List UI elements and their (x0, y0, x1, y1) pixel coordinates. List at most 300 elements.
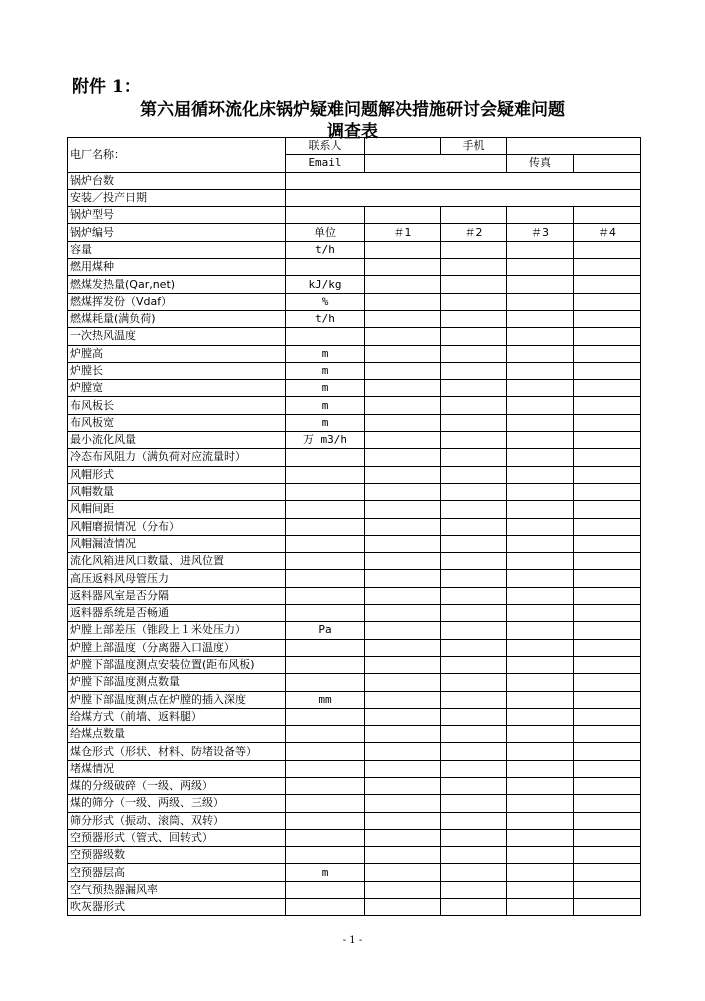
boiler-value-cell[interactable] (441, 483, 507, 500)
boiler-value-cell[interactable] (365, 449, 441, 466)
table-row (68, 328, 641, 345)
row-label: 燃煤挥发份（Vdaf） (68, 293, 286, 310)
row-label: 最小流化风量 (68, 432, 286, 449)
boiler-value-cell[interactable] (574, 570, 641, 587)
row-unit (286, 483, 365, 500)
table-row (68, 708, 641, 725)
boiler-value-cell[interactable] (574, 881, 641, 898)
mobile-field[interactable] (507, 138, 641, 155)
boiler-value-cell[interactable] (507, 899, 574, 916)
row-label: 风帽漏渣情况 (68, 535, 286, 552)
boiler-value-cell[interactable] (507, 328, 574, 345)
boiler-value-cell[interactable] (574, 310, 641, 327)
boiler-value-cell[interactable] (507, 570, 574, 587)
boiler-value-cell[interactable] (441, 864, 507, 881)
boiler-value-cell[interactable] (365, 397, 441, 414)
row-label: 空预器级数 (68, 847, 286, 864)
boiler-value-cell[interactable] (574, 397, 641, 414)
boiler-value-cell[interactable] (507, 829, 574, 846)
row-unit: t/h (286, 241, 365, 258)
boiler-value-cell[interactable] (507, 726, 574, 743)
boiler-value-cell[interactable] (574, 259, 641, 276)
boiler-value-cell[interactable] (507, 881, 574, 898)
attachment-label: 附件 1： (72, 77, 141, 97)
row-unit (286, 656, 365, 673)
table-row (68, 743, 641, 760)
boiler-value-cell[interactable] (507, 864, 574, 881)
boiler-model-row (68, 207, 641, 224)
row-label: 堵煤情况 (68, 760, 286, 777)
install-date-row (68, 189, 641, 206)
boiler-value-cell[interactable] (441, 605, 507, 622)
boiler-value-cell[interactable] (365, 518, 441, 535)
row-label: 吹灰器形式 (68, 899, 286, 916)
boiler-value-cell[interactable] (507, 812, 574, 829)
boiler-value-cell[interactable] (507, 380, 574, 397)
table-row (68, 432, 641, 449)
table-row (68, 501, 641, 518)
table-row (68, 899, 641, 916)
row-label: 空预器形式（管式、回转式） (68, 829, 286, 846)
boiler-value-cell[interactable] (574, 812, 641, 829)
boiler-value-cell[interactable] (441, 259, 507, 276)
table-row (68, 622, 641, 639)
boiler-value-cell[interactable] (365, 708, 441, 725)
boiler-value-cell[interactable] (365, 622, 441, 639)
boiler-value-cell[interactable] (441, 795, 507, 812)
boiler-model-field[interactable] (574, 207, 641, 224)
email-field[interactable] (365, 155, 507, 172)
boiler-value-cell[interactable] (574, 674, 641, 691)
boiler-value-cell[interactable] (365, 380, 441, 397)
row-unit (286, 639, 365, 656)
boiler-value-cell[interactable] (441, 760, 507, 777)
boiler-value-cell[interactable] (507, 777, 574, 794)
boiler-value-cell[interactable] (365, 639, 441, 656)
row-label: 高压返料风母管压力 (68, 570, 286, 587)
boiler-value-cell[interactable] (507, 414, 574, 431)
boiler-value-cell[interactable] (365, 743, 441, 760)
boiler-value-cell[interactable] (365, 570, 441, 587)
boiler-value-cell[interactable] (365, 587, 441, 604)
form-subtitle: 调查表 (327, 122, 378, 142)
boiler-value-cell[interactable] (441, 518, 507, 535)
boiler-value-cell[interactable] (441, 535, 507, 552)
boiler-value-cell[interactable] (574, 899, 641, 916)
row-label: 一次热风温度 (68, 328, 286, 345)
form-title: 第六届循环流化床锅炉疑难问题解决措施研讨会疑难问题 (140, 100, 565, 120)
row-unit (286, 587, 365, 604)
boiler-value-cell[interactable] (574, 743, 641, 760)
contact-label: 联系人 (286, 138, 365, 155)
boiler-value-cell[interactable] (507, 310, 574, 327)
row-unit: m (286, 345, 365, 362)
row-unit: m (286, 397, 365, 414)
row-unit (286, 881, 365, 898)
boiler-value-cell[interactable] (441, 276, 507, 293)
boiler-value-cell[interactable] (365, 432, 441, 449)
boiler-value-cell[interactable] (365, 656, 441, 673)
install-date-label: 安装／投产日期 (68, 189, 286, 206)
row-unit (286, 899, 365, 916)
boiler-value-cell[interactable] (441, 345, 507, 362)
boiler-value-cell[interactable] (574, 708, 641, 725)
survey-table (67, 137, 641, 916)
table-row (68, 777, 641, 794)
boiler-value-cell[interactable] (365, 293, 441, 310)
boiler-value-cell[interactable] (441, 570, 507, 587)
boiler-value-cell[interactable] (574, 483, 641, 500)
boiler-value-cell[interactable] (365, 899, 441, 916)
boiler-value-cell[interactable] (441, 310, 507, 327)
row-unit (286, 777, 365, 794)
boiler-value-cell[interactable] (441, 501, 507, 518)
boiler-value-cell[interactable] (507, 466, 574, 483)
row-label: 返料器系统是否畅通 (68, 605, 286, 622)
boiler-value-cell[interactable] (365, 501, 441, 518)
boiler-value-cell[interactable] (441, 414, 507, 431)
table-row (68, 864, 641, 881)
boiler-value-cell[interactable] (365, 691, 441, 708)
boiler-value-cell[interactable] (574, 847, 641, 864)
row-label: 炉膛上部差压（锥段上１米处压力） (68, 622, 286, 639)
row-label: 布风板长 (68, 397, 286, 414)
boiler-value-cell[interactable] (507, 397, 574, 414)
boiler-value-cell[interactable] (507, 656, 574, 673)
boiler-value-cell[interactable] (441, 432, 507, 449)
table-row (68, 241, 641, 258)
boiler-model-field[interactable] (507, 207, 574, 224)
table-row (68, 587, 641, 604)
boiler-value-cell[interactable] (574, 622, 641, 639)
boiler-count-row (68, 172, 641, 189)
table-row (68, 293, 641, 310)
boiler-value-cell[interactable] (574, 535, 641, 552)
boiler-value-cell[interactable] (507, 449, 574, 466)
row-label: 给煤方式（前墙、返料腿） (68, 708, 286, 725)
row-unit (286, 760, 365, 777)
boiler-value-cell[interactable] (574, 656, 641, 673)
boiler-model-field[interactable] (286, 207, 365, 224)
boiler-col-4: ＃4 (574, 224, 641, 241)
table-row (68, 553, 641, 570)
row-label: 炉膛高 (68, 345, 286, 362)
row-label: 风帽磨损情况（分布） (68, 518, 286, 535)
boiler-value-cell[interactable] (365, 362, 441, 379)
boiler-value-cell[interactable] (441, 881, 507, 898)
boiler-value-cell[interactable] (574, 553, 641, 570)
table-row (68, 605, 641, 622)
boiler-value-cell[interactable] (365, 795, 441, 812)
table-row (68, 639, 641, 656)
boiler-value-cell[interactable] (441, 362, 507, 379)
boiler-value-cell[interactable] (441, 241, 507, 258)
boiler-value-cell[interactable] (507, 587, 574, 604)
boiler-value-cell[interactable] (574, 639, 641, 656)
row-label: 炉膛下部温度测点在炉膛的插入深度 (68, 691, 286, 708)
boiler-number-label: 锅炉编号 (68, 224, 286, 241)
boiler-value-cell[interactable] (574, 777, 641, 794)
boiler-value-cell[interactable] (574, 449, 641, 466)
boiler-value-cell[interactable] (365, 847, 441, 864)
boiler-value-cell[interactable] (574, 241, 641, 258)
table-row (68, 535, 641, 552)
boiler-count-label: 锅炉台数 (68, 172, 286, 189)
boiler-value-cell[interactable] (441, 674, 507, 691)
boiler-value-cell[interactable] (507, 743, 574, 760)
install-date-field[interactable] (286, 189, 641, 206)
row-label: 煤的分级破碎（一级、两级） (68, 777, 286, 794)
table-row (68, 726, 641, 743)
boiler-value-cell[interactable] (574, 795, 641, 812)
row-unit: mm (286, 691, 365, 708)
email-label: Email (286, 155, 365, 172)
fax-label: 传真 (507, 155, 574, 172)
table-row (68, 795, 641, 812)
boiler-value-cell[interactable] (441, 380, 507, 397)
boiler-count-field[interactable] (286, 172, 641, 189)
boiler-value-cell[interactable] (365, 241, 441, 258)
boiler-value-cell[interactable] (365, 328, 441, 345)
boiler-model-field[interactable] (365, 207, 441, 224)
row-label: 冷态布风阻力（满负荷对应流量时） (68, 449, 286, 466)
boiler-value-cell[interactable] (574, 276, 641, 293)
boiler-value-cell[interactable] (441, 726, 507, 743)
boiler-value-cell[interactable] (574, 518, 641, 535)
row-unit: m (286, 414, 365, 431)
boiler-value-cell[interactable] (507, 345, 574, 362)
boiler-col-2: ＃2 (441, 224, 507, 241)
table-row (68, 345, 641, 362)
boiler-value-cell[interactable] (574, 293, 641, 310)
table-row (68, 881, 641, 898)
row-unit (286, 812, 365, 829)
row-label: 炉膛下部温度测点安装位置(距布风板) (68, 656, 286, 673)
boiler-value-cell[interactable] (507, 708, 574, 725)
boiler-numbering-row (68, 224, 641, 241)
boiler-value-cell[interactable] (507, 605, 574, 622)
boiler-value-cell[interactable] (441, 293, 507, 310)
table-row (68, 259, 641, 276)
table-row (68, 449, 641, 466)
boiler-value-cell[interactable] (441, 708, 507, 725)
boiler-col-3: ＃3 (507, 224, 574, 241)
plant-name-label: 电厂名称： (68, 138, 286, 173)
row-unit: % (286, 293, 365, 310)
row-unit (286, 726, 365, 743)
boiler-value-cell[interactable] (441, 829, 507, 846)
row-label: 风帽形式 (68, 466, 286, 483)
row-label: 煤的筛分（一级、两级、三级） (68, 795, 286, 812)
boiler-value-cell[interactable] (574, 691, 641, 708)
row-label: 空预器层高 (68, 864, 286, 881)
table-row (68, 812, 641, 829)
boiler-value-cell[interactable] (507, 674, 574, 691)
table-row (68, 691, 641, 708)
row-unit (286, 605, 365, 622)
boiler-value-cell[interactable] (365, 553, 441, 570)
boiler-value-cell[interactable] (441, 449, 507, 466)
boiler-value-cell[interactable] (507, 847, 574, 864)
boiler-value-cell[interactable] (507, 518, 574, 535)
boiler-value-cell[interactable] (574, 380, 641, 397)
page-number: - 1 - (342, 935, 363, 946)
boiler-value-cell[interactable] (507, 553, 574, 570)
row-label: 燃煤耗量(满负荷) (68, 310, 286, 327)
boiler-value-cell[interactable] (441, 812, 507, 829)
boiler-value-cell[interactable] (507, 501, 574, 518)
table-row (68, 310, 641, 327)
boiler-value-cell[interactable] (441, 899, 507, 916)
boiler-value-cell[interactable] (574, 864, 641, 881)
boiler-value-cell[interactable] (507, 241, 574, 258)
boiler-value-cell[interactable] (365, 483, 441, 500)
table-row (68, 380, 641, 397)
row-unit (286, 829, 365, 846)
row-label: 燃用煤种 (68, 259, 286, 276)
row-label: 容量 (68, 241, 286, 258)
table-row (68, 570, 641, 587)
row-unit (286, 328, 365, 345)
boiler-value-cell[interactable] (365, 777, 441, 794)
boiler-model-field[interactable] (441, 207, 507, 224)
row-unit (286, 466, 365, 483)
boiler-value-cell[interactable] (507, 293, 574, 310)
row-unit (286, 708, 365, 725)
row-unit (286, 570, 365, 587)
row-unit (286, 518, 365, 535)
boiler-value-cell[interactable] (365, 535, 441, 552)
table-row (68, 674, 641, 691)
boiler-value-cell[interactable] (441, 639, 507, 656)
row-unit: m (286, 362, 365, 379)
row-label: 炉膛下部温度测点数量 (68, 674, 286, 691)
boiler-value-cell[interactable] (365, 881, 441, 898)
boiler-value-cell[interactable] (441, 587, 507, 604)
boiler-value-cell[interactable] (441, 656, 507, 673)
boiler-value-cell[interactable] (441, 777, 507, 794)
boiler-value-cell[interactable] (441, 466, 507, 483)
row-unit: m (286, 864, 365, 881)
boiler-value-cell[interactable] (507, 276, 574, 293)
boiler-value-cell[interactable] (365, 605, 441, 622)
boiler-value-cell[interactable] (441, 691, 507, 708)
boiler-value-cell[interactable] (574, 466, 641, 483)
row-label: 流化风箱进风口数量、进风位置 (68, 553, 286, 570)
row-label: 布风板宽 (68, 414, 286, 431)
boiler-value-cell[interactable] (507, 535, 574, 552)
boiler-value-cell[interactable] (507, 483, 574, 500)
boiler-value-cell[interactable] (574, 345, 641, 362)
boiler-value-cell[interactable] (507, 362, 574, 379)
boiler-value-cell[interactable] (365, 310, 441, 327)
row-label: 风帽数量 (68, 483, 286, 500)
row-unit (286, 674, 365, 691)
boiler-value-cell[interactable] (365, 829, 441, 846)
boiler-value-cell[interactable] (365, 276, 441, 293)
boiler-value-cell[interactable] (365, 726, 441, 743)
boiler-value-cell[interactable] (365, 259, 441, 276)
boiler-value-cell[interactable] (441, 743, 507, 760)
table-row (68, 414, 641, 431)
row-unit: kJ/kg (286, 276, 365, 293)
boiler-value-cell[interactable] (574, 362, 641, 379)
row-label: 煤仓形式（形状、材料、防堵设备等） (68, 743, 286, 760)
row-unit (286, 449, 365, 466)
boiler-value-cell[interactable] (574, 501, 641, 518)
row-unit (286, 795, 365, 812)
contact-field[interactable] (365, 138, 441, 155)
boiler-value-cell[interactable] (507, 691, 574, 708)
boiler-model-label: 锅炉型号 (68, 207, 286, 224)
table-row (68, 760, 641, 777)
boiler-value-cell[interactable] (365, 864, 441, 881)
row-unit (286, 743, 365, 760)
boiler-value-cell[interactable] (507, 432, 574, 449)
header-row-1 (68, 138, 641, 155)
boiler-value-cell[interactable] (507, 795, 574, 812)
unit-header: 单位 (286, 224, 365, 241)
table-row (68, 362, 641, 379)
boiler-value-cell[interactable] (574, 587, 641, 604)
boiler-value-cell[interactable] (574, 328, 641, 345)
row-unit (286, 847, 365, 864)
table-row (68, 829, 641, 846)
boiler-value-cell[interactable] (441, 847, 507, 864)
row-unit: t/h (286, 310, 365, 327)
boiler-value-cell[interactable] (574, 414, 641, 431)
boiler-value-cell[interactable] (574, 432, 641, 449)
boiler-value-cell[interactable] (441, 622, 507, 639)
row-label: 返料器风室是否分隔 (68, 587, 286, 604)
row-label: 炉膛上部温度（分离器入口温度） (68, 639, 286, 656)
fax-field[interactable] (574, 155, 641, 172)
boiler-value-cell[interactable] (365, 760, 441, 777)
boiler-value-cell[interactable] (574, 829, 641, 846)
row-unit (286, 501, 365, 518)
boiler-value-cell[interactable] (365, 414, 441, 431)
boiler-value-cell[interactable] (507, 639, 574, 656)
boiler-value-cell[interactable] (441, 328, 507, 345)
row-unit (286, 535, 365, 552)
row-label: 筛分形式（振动、滚筒、双转） (68, 812, 286, 829)
boiler-value-cell[interactable] (507, 259, 574, 276)
row-label: 炉膛宽 (68, 380, 286, 397)
table-row (68, 518, 641, 535)
boiler-value-cell[interactable] (365, 345, 441, 362)
table-row (68, 656, 641, 673)
boiler-value-cell[interactable] (365, 466, 441, 483)
boiler-value-cell[interactable] (441, 553, 507, 570)
row-label: 炉膛长 (68, 362, 286, 379)
boiler-value-cell[interactable] (507, 760, 574, 777)
row-unit: 万 m3/h (286, 432, 365, 449)
boiler-value-cell[interactable] (574, 605, 641, 622)
boiler-value-cell[interactable] (441, 397, 507, 414)
row-unit (286, 553, 365, 570)
boiler-value-cell[interactable] (574, 760, 641, 777)
row-label: 空气预热器漏风率 (68, 881, 286, 898)
table-row (68, 276, 641, 293)
boiler-value-cell[interactable] (574, 726, 641, 743)
boiler-value-cell[interactable] (507, 622, 574, 639)
boiler-value-cell[interactable] (365, 812, 441, 829)
boiler-value-cell[interactable] (365, 674, 441, 691)
mobile-label: 手机 (441, 138, 507, 155)
row-unit: Pa (286, 622, 365, 639)
boiler-col-1: ＃1 (365, 224, 441, 241)
row-label: 风帽间距 (68, 501, 286, 518)
